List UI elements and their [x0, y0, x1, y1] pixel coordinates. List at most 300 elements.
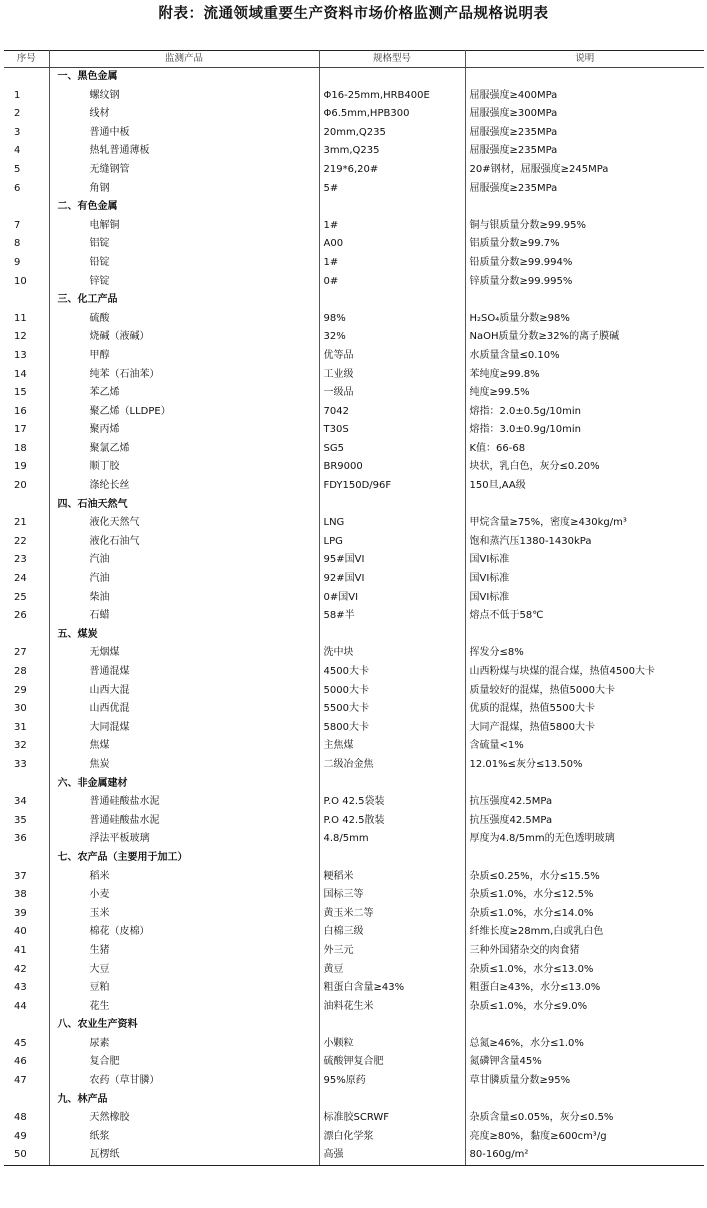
spec-cell: A00 [319, 235, 465, 254]
description-cell: 总氮≥46%，水分≤1.0% [469, 1037, 584, 1049]
spec-cell: 小颗粒 [319, 1035, 465, 1054]
spec-cell: 20mm,Q235 [319, 124, 465, 143]
index-cell: 45 [4, 1035, 49, 1054]
description-cell: 屈服强度≥300MPa [469, 108, 558, 120]
table-row [4, 756, 704, 775]
product-cell: 瓦楞纸 [49, 1146, 319, 1165]
spec-cell: Φ6.5mm,HPB300 [319, 105, 465, 124]
product-cell: 汽油 [49, 570, 319, 589]
product-cell: 山西大混 [49, 682, 319, 701]
category-description-cell [465, 68, 704, 87]
product-cell: 大同混煤 [49, 719, 319, 738]
spec-cell: 粗蛋白含量≥43% [319, 979, 465, 998]
spec-cell: 98% [319, 310, 465, 329]
spec-cell: 0#国VI [319, 589, 465, 608]
index-cell: 33 [4, 756, 49, 775]
category-spec-cell [319, 1091, 465, 1110]
spec-cell: 95#国VI [319, 551, 465, 570]
product-cell: 稻米 [49, 868, 319, 887]
index-cell: 11 [4, 310, 49, 329]
description-cell: 铜与银质量分数≥99.95% [469, 219, 587, 231]
product-cell: 焦炭 [49, 756, 319, 775]
description-cell: 块状，乳白色，灰分≤0.20% [469, 461, 600, 473]
index-cell: 34 [4, 793, 49, 812]
category-row [4, 1091, 704, 1110]
product-cell: 普通中板 [49, 124, 319, 143]
product-cell: 山西优混 [49, 700, 319, 719]
product-cell: 聚氯乙烯 [49, 440, 319, 459]
product-cell: 焦煤 [49, 737, 319, 756]
index-cell: 40 [4, 923, 49, 942]
category-title: 九、林产品 [49, 1091, 319, 1110]
spec-cell: 219*6,20# [319, 161, 465, 180]
category-row [4, 496, 704, 515]
table-row [4, 1072, 704, 1091]
description-cell: 屈服强度≥235MPa [469, 145, 558, 157]
category-spec-cell [319, 291, 465, 310]
product-cell: 普通硅酸盐水泥 [49, 812, 319, 831]
description-cell: 三种外国猪杂交的肉食猪 [469, 944, 580, 956]
description-cell: 纤维长度≥28mm,白或乳白色 [469, 926, 604, 938]
index-cell: 18 [4, 440, 49, 459]
product-cell: 豆粕 [49, 979, 319, 998]
description-cell: 饱和蒸汽压1380-1430kPa [469, 535, 592, 547]
description-cell: 大同产混煤，热值5800大卡 [469, 721, 595, 733]
product-cell: 玉米 [49, 905, 319, 924]
category-row [4, 849, 704, 868]
index-cell: 17 [4, 421, 49, 440]
table-row [4, 347, 704, 366]
index-cell: 22 [4, 533, 49, 552]
table-row [4, 682, 704, 701]
product-cell: 硫酸 [49, 310, 319, 329]
spec-cell: 58#半 [319, 607, 465, 626]
category-row [4, 626, 704, 645]
category-row [4, 775, 704, 794]
category-spec-cell [319, 1016, 465, 1035]
index-cell: 8 [4, 235, 49, 254]
index-cell: 24 [4, 570, 49, 589]
index-cell: 6 [4, 180, 49, 199]
spec-cell: 高强 [319, 1146, 465, 1165]
category-description-cell [465, 496, 704, 515]
description-cell: 屈服强度≥400MPa [469, 89, 558, 101]
spec-cell: 5000大卡 [319, 682, 465, 701]
spec-cell: 洗中块 [319, 644, 465, 663]
spec-table [4, 50, 704, 1166]
index-cell: 23 [4, 551, 49, 570]
spec-cell: 工业级 [319, 366, 465, 385]
spec-cell: 1# [319, 254, 465, 273]
product-cell: 石蜡 [49, 607, 319, 626]
index-cell: 43 [4, 979, 49, 998]
description-cell: 杂质含量≤0.05%，灰分≤0.5% [469, 1112, 614, 1124]
product-cell: 铝锭 [49, 235, 319, 254]
header-product: 监测产品 [49, 51, 319, 68]
product-cell: 浮法平板玻璃 [49, 830, 319, 849]
description-cell: NaOH质量分数≥32%的离子膜碱 [469, 331, 620, 343]
description-cell: 氮磷钾含量45% [469, 1056, 542, 1068]
spec-cell: 一级品 [319, 384, 465, 403]
table-row [4, 719, 704, 738]
spec-cell: 漂白化学浆 [319, 1128, 465, 1147]
description-cell: H₂SO₄质量分数≥98% [469, 312, 570, 324]
index-cell: 15 [4, 384, 49, 403]
category-row [4, 68, 704, 87]
page-title: 附表：流通领域重要生产资料市场价格监测产品规格说明表 [158, 5, 549, 22]
spec-cell: 7042 [319, 403, 465, 422]
index-cell: 29 [4, 682, 49, 701]
table-row [4, 217, 704, 236]
table-row [4, 87, 704, 106]
table-row [4, 998, 704, 1017]
table-row [4, 644, 704, 663]
product-cell: 尿素 [49, 1035, 319, 1054]
table-row [4, 421, 704, 440]
product-cell: 聚乙烯（LLDPE） [49, 403, 319, 422]
index-cell: 32 [4, 737, 49, 756]
category-title: 二、有色金属 [49, 198, 319, 217]
product-cell: 热轧普通薄板 [49, 142, 319, 161]
spec-cell: 3mm,Q235 [319, 142, 465, 161]
category-spec-cell [319, 496, 465, 515]
table-row [4, 310, 704, 329]
product-cell: 苯乙烯 [49, 384, 319, 403]
description-cell: 亮度≥80%，黏度≥600cm³/g [469, 1130, 607, 1142]
spec-cell: 95%原药 [319, 1072, 465, 1091]
description-cell: 甲烷含量≥75%，密度≥430kg/m³ [469, 517, 627, 529]
spec-cell: 主焦煤 [319, 737, 465, 756]
spec-cell: 92#国VI [319, 570, 465, 589]
description-cell: 铝质量分数≥99.7% [469, 238, 560, 250]
table-row [4, 905, 704, 924]
table-row [4, 570, 704, 589]
table-row [4, 812, 704, 831]
product-cell: 纯苯（石油苯） [49, 366, 319, 385]
index-cell: 14 [4, 366, 49, 385]
spec-cell: Φ16-25mm,HRB400E [319, 87, 465, 106]
category-index-cell [4, 198, 49, 217]
product-cell: 纸浆 [49, 1128, 319, 1147]
description-cell: 熔指：2.0±0.5g/10min [469, 405, 581, 417]
product-cell: 棉花（皮棉） [49, 923, 319, 942]
index-cell: 12 [4, 328, 49, 347]
product-cell: 液化石油气 [49, 533, 319, 552]
product-cell: 线材 [49, 105, 319, 124]
spec-cell: 黄豆 [319, 961, 465, 980]
description-cell: 厚度为4.8/5mm的无色透明玻璃 [469, 833, 615, 845]
category-title: 三、化工产品 [49, 291, 319, 310]
description-cell: 杂质≤0.25%，水分≤15.5% [469, 870, 600, 882]
category-index-cell [4, 1091, 49, 1110]
product-cell: 螺纹钢 [49, 87, 319, 106]
spec-cell: LNG [319, 514, 465, 533]
index-cell: 49 [4, 1128, 49, 1147]
product-cell: 复合肥 [49, 1053, 319, 1072]
description-cell: 国VI标准 [469, 554, 510, 566]
spec-cell: 二级冶金焦 [319, 756, 465, 775]
table-row [4, 793, 704, 812]
table-row [4, 124, 704, 143]
table-row [4, 142, 704, 161]
index-cell: 25 [4, 589, 49, 608]
table-row [4, 1035, 704, 1054]
description-cell: 草甘膦质量分数≥95% [469, 1075, 571, 1087]
table-row [4, 589, 704, 608]
table-row [4, 663, 704, 682]
index-cell: 41 [4, 942, 49, 961]
product-cell: 汽油 [49, 551, 319, 570]
category-index-cell [4, 849, 49, 868]
spec-cell: BR9000 [319, 458, 465, 477]
index-cell: 39 [4, 905, 49, 924]
index-cell: 48 [4, 1109, 49, 1128]
index-cell: 16 [4, 403, 49, 422]
product-cell: 甲醇 [49, 347, 319, 366]
table-row [4, 923, 704, 942]
table-body [4, 68, 704, 1166]
spec-cell: 5500大卡 [319, 700, 465, 719]
product-cell: 电解铜 [49, 217, 319, 236]
product-cell: 柴油 [49, 589, 319, 608]
index-cell: 35 [4, 812, 49, 831]
category-spec-cell [319, 198, 465, 217]
category-spec-cell [319, 68, 465, 87]
description-cell: 质量较好的混煤，热值5000大卡 [469, 684, 615, 696]
table-header-row [4, 51, 704, 68]
index-cell: 21 [4, 514, 49, 533]
table-row [4, 254, 704, 273]
spec-cell: 标准胶SCRWF [319, 1109, 465, 1128]
category-index-cell [4, 1016, 49, 1035]
spec-cell: P.O 42.5袋装 [319, 793, 465, 812]
description-cell: 苯纯度≥99.8% [469, 368, 540, 380]
spec-cell: 5# [319, 180, 465, 199]
index-cell: 44 [4, 998, 49, 1017]
spec-cell: P.O 42.5散装 [319, 812, 465, 831]
description-cell: 20#钢材，屈服强度≥245MPa [469, 163, 609, 175]
table-row [4, 477, 704, 496]
table-row [4, 551, 704, 570]
product-cell: 顺丁胶 [49, 458, 319, 477]
table-row [4, 366, 704, 385]
index-cell: 10 [4, 273, 49, 292]
description-cell: 优质的混煤，热值5500大卡 [469, 703, 595, 715]
category-index-cell [4, 775, 49, 794]
category-description-cell [465, 1091, 704, 1110]
description-cell: 杂质≤1.0%，水分≤14.0% [469, 907, 594, 919]
category-description-cell [465, 1016, 704, 1035]
index-cell: 46 [4, 1053, 49, 1072]
table-row [4, 328, 704, 347]
spec-cell: 32% [319, 328, 465, 347]
category-title: 四、石油天然气 [49, 496, 319, 515]
spec-cell: T30S [319, 421, 465, 440]
description-cell: 铅质量分数≥99.994% [469, 256, 573, 268]
description-cell: 杂质≤1.0%，水分≤12.5% [469, 889, 594, 901]
table-row [4, 942, 704, 961]
spec-cell: 黄玉米二等 [319, 905, 465, 924]
product-cell: 角钢 [49, 180, 319, 199]
product-cell: 无缝钢管 [49, 161, 319, 180]
description-cell: 150旦,AA级 [469, 480, 526, 492]
table-row [4, 273, 704, 292]
product-cell: 大豆 [49, 961, 319, 980]
product-cell: 小麦 [49, 886, 319, 905]
category-row [4, 198, 704, 217]
description-cell: 屈服强度≥235MPa [469, 182, 558, 194]
index-cell: 27 [4, 644, 49, 663]
category-row [4, 291, 704, 310]
spec-cell: 外三元 [319, 942, 465, 961]
index-cell: 37 [4, 868, 49, 887]
product-cell: 涤纶长丝 [49, 477, 319, 496]
table-row [4, 514, 704, 533]
spec-cell: 优等品 [319, 347, 465, 366]
product-cell: 普通硅酸盐水泥 [49, 793, 319, 812]
index-cell: 7 [4, 217, 49, 236]
category-description-cell [465, 626, 704, 645]
table-row [4, 458, 704, 477]
table-row [4, 868, 704, 887]
table-row [4, 830, 704, 849]
product-cell: 农药（草甘膦） [49, 1072, 319, 1091]
table-row [4, 1053, 704, 1072]
product-cell: 液化天然气 [49, 514, 319, 533]
spec-cell: 油料花生米 [319, 998, 465, 1017]
index-cell: 28 [4, 663, 49, 682]
table-row [4, 105, 704, 124]
table-row [4, 440, 704, 459]
table-row [4, 607, 704, 626]
table-row [4, 886, 704, 905]
index-cell: 50 [4, 1146, 49, 1165]
product-cell: 无烟煤 [49, 644, 319, 663]
description-cell: 屈服强度≥235MPa [469, 126, 558, 138]
table-row [4, 235, 704, 254]
category-title: 一、黑色金属 [49, 68, 319, 87]
description-cell: 锌质量分数≥99.995% [469, 275, 573, 287]
spec-cell: FDY150D/96F [319, 477, 465, 496]
description-cell: 山西粉煤与块煤的混合煤，热值4500大卡 [469, 666, 655, 677]
spec-cell: 4500大卡 [319, 663, 465, 682]
description-cell: 挥发分≤8% [469, 647, 524, 659]
table-row [4, 1109, 704, 1128]
spec-cell: 国标三等 [319, 886, 465, 905]
table-row [4, 1128, 704, 1147]
description-cell: 熔指：3.0±0.9g/10min [469, 424, 581, 436]
description-cell: 粗蛋白≥43%，水分≤13.0% [469, 982, 601, 994]
index-cell: 42 [4, 961, 49, 980]
table-row [4, 533, 704, 552]
product-cell: 花生 [49, 998, 319, 1017]
product-cell: 生猪 [49, 942, 319, 961]
product-cell: 烧碱（液碱） [49, 328, 319, 347]
category-row [4, 1016, 704, 1035]
category-title: 六、非金属建材 [49, 775, 319, 794]
table-row [4, 1146, 704, 1165]
product-cell: 聚丙烯 [49, 421, 319, 440]
description-cell: 80-160g/m² [465, 1146, 704, 1165]
category-description-cell [465, 291, 704, 310]
description-cell: K值：66-68 [469, 442, 526, 454]
product-cell: 铅锭 [49, 254, 319, 273]
category-index-cell [4, 496, 49, 515]
spec-cell: 0# [319, 273, 465, 292]
header-description: 说明 [465, 51, 704, 68]
category-spec-cell [319, 849, 465, 868]
product-cell: 普通混煤 [49, 663, 319, 682]
category-index-cell [4, 68, 49, 87]
index-cell: 30 [4, 700, 49, 719]
description-cell: 国VI标准 [469, 591, 510, 603]
product-cell: 锌锭 [49, 273, 319, 292]
table-row [4, 700, 704, 719]
category-title: 八、农业生产资料 [49, 1016, 319, 1035]
spec-cell: 1# [319, 217, 465, 236]
category-description-cell [465, 198, 704, 217]
table-row [4, 161, 704, 180]
description-cell: 抗压强度42.5MPa [469, 814, 553, 826]
header-index: 序号 [4, 51, 49, 68]
spec-cell: 硫酸钾复合肥 [319, 1053, 465, 1072]
category-spec-cell [319, 775, 465, 794]
index-cell: 36 [4, 830, 49, 849]
description-cell: 水质量含量≤0.10% [469, 349, 560, 361]
spec-cell: 4.8/5mm [319, 830, 465, 849]
index-cell: 5 [4, 161, 49, 180]
description-cell: 杂质≤1.0%，水分≤9.0% [469, 1000, 588, 1012]
category-title: 五、煤炭 [49, 626, 319, 645]
table-row [4, 403, 704, 422]
category-description-cell [465, 775, 704, 794]
table-row [4, 180, 704, 199]
product-cell: 天然橡胶 [49, 1109, 319, 1128]
table-row [4, 384, 704, 403]
index-cell: 9 [4, 254, 49, 273]
table-row [4, 961, 704, 980]
description-cell: 杂质≤1.0%，水分≤13.0% [469, 963, 594, 975]
category-spec-cell [319, 626, 465, 645]
description-cell: 含硫量<1% [469, 740, 524, 752]
spec-cell: 5800大卡 [319, 719, 465, 738]
table-row [4, 737, 704, 756]
index-cell: 13 [4, 347, 49, 366]
category-title: 七、农产品（主要用于加工） [49, 849, 319, 868]
index-cell: 38 [4, 886, 49, 905]
spec-cell: LPG [319, 533, 465, 552]
header-spec: 规格型号 [319, 51, 465, 68]
description-cell: 12.01%≤灰分≤13.50% [469, 758, 583, 770]
spec-cell: 白棉三级 [319, 923, 465, 942]
index-cell: 26 [4, 607, 49, 626]
category-description-cell [465, 849, 704, 868]
index-cell: 31 [4, 719, 49, 738]
spec-cell: SG5 [319, 440, 465, 459]
spec-cell: 粳稻米 [319, 868, 465, 887]
index-cell: 3 [4, 124, 49, 143]
category-index-cell [4, 626, 49, 645]
description-cell: 纯度≥99.5% [469, 387, 530, 399]
category-index-cell [4, 291, 49, 310]
index-cell: 1 [4, 87, 49, 106]
index-cell: 2 [4, 105, 49, 124]
index-cell: 20 [4, 477, 49, 496]
index-cell: 4 [4, 142, 49, 161]
table-row [4, 979, 704, 998]
index-cell: 19 [4, 458, 49, 477]
description-cell: 国VI标准 [469, 573, 510, 585]
